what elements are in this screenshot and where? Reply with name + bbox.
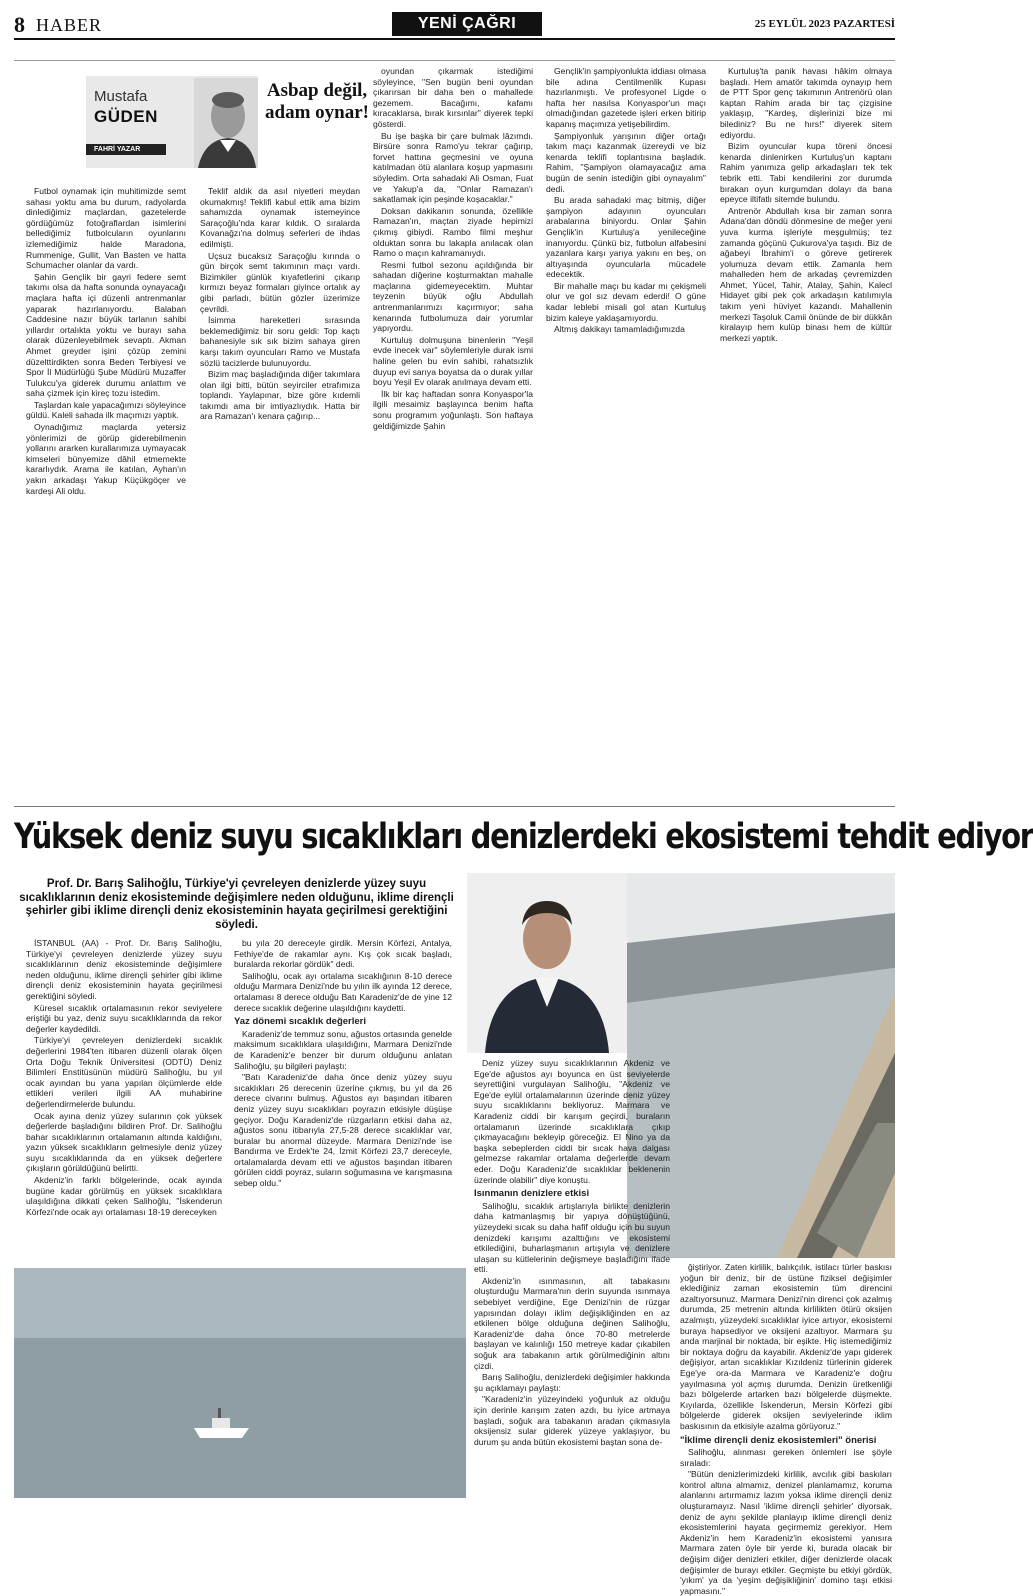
- column-text-3: [373, 66, 533, 798]
- paragraph: Resmi futbol sezonu açıldığında bir sahadan diğerine koşturmaktan mahalle maçlarına gidemeyecektim. Muhtar teyzenin büyük oğlu Abdullah antrenmanlarımızı kaçırmıyor; saha kenarında futbolumuza dair yorumlar yapıyordu.: [373, 259, 533, 334]
- paragraph: Salihoğlu, sıcaklık artışlarıyla birlikte denizlerin daha katmanlaşmış bir yapıya dönüştüğünü, yüzeydeki sıcak su daha hafif olduğu için bu suyun denizdeki karışımı azalttığını ve ekosistemi etkilediğini, buharlaşmanın artışıyla ve denizlere ulaşan su kütlelerinin değişmeye başladığını ifade etti.: [474, 1200, 670, 1275]
- paragraph: Türkiye'yi çevreleyen denizlerdeki sıcaklık değerlerini 1984'ten itibaren düzenli olarak ölçen Orta Doğu Teknik Üniversitesi (ODTÜ) Deniz Bilimleri Enstitüsünün müdürü Salihoğlu, bu yıl ocak ayından bu yana yapılan ölçümlerde elde ettikleri verileri ilgili AA muhabirine değerlendirmelerde bulundu.: [26, 1035, 222, 1109]
- paragraph: Bu arada sahadaki maç bitmiş, diğer şampiyon adayının oyuncuları arabalarına biniyordu. Onlar Şahin Gençlik'in Kurtuluş'a yenileceğine inanıyordu. Çünkü biz, futbolun alfabesini yazanlara karşı yarıya yakını en beş, on altıyaşında oyuncularla mücadele edecektik.: [546, 195, 706, 280]
- author-box: [86, 76, 258, 168]
- author-tag: FAHRİ YAZAR: [86, 144, 166, 155]
- paragraph: Doksan dakikanın sonunda, özellikle Ramazan'ın, maçtan ziyade hepimizi çıkmış gibiydi. Rambo filmi meşhur olduktan sonra bu lakapla anılacak olan Ramo o maçın kahramanıydı.: [373, 205, 533, 259]
- paragraph: Kurtuluş'ta panik havası hâkim olmaya başladı. Hem amatör takımda oynayıp hem de PTT Spor genç takımının Antrenörü olan kaptan Rahim arada bir taç çizgisine yaklaşıp, "Kardeş, dişlerinizi bize mi bilediniz? Bu ne hırs!" diyerek sitem ediyordu.: [720, 66, 892, 140]
- newspaper-logo: YENİ ÇAĞRI: [392, 12, 542, 36]
- author-photo: [194, 78, 258, 168]
- issue-date: 25 EYLÜL 2023 PAZARTESİ: [754, 18, 895, 30]
- paragraph: Bir mahalle maçı bu kadar mı çekişmeli olur ve gol sız devam ederdi! O güne kadar leblebi misali gol atan Kurtuluş bizim kaleye yaklaşamıyordu.: [546, 280, 706, 323]
- article-col-2: [234, 938, 452, 1264]
- subheading: "İklime dirençli deniz ekosistemleri" önerisi: [680, 1434, 877, 1446]
- section-rule: [14, 806, 895, 807]
- article-col-1: [26, 938, 222, 1264]
- paragraph: Ocak ayına deniz yüzey sularının çok yüksek değerlerde başladığını bildiren Prof. Dr. Salihoğlu bahar sıcaklıklarının ortalamanın altında kaldığını, yazın yüksek sıcaklıkların gelmesiyle deniz yüzey suyu sıcaklıklarında da en yüksek değerlere çıkışların görüldüğünü belirtti.: [26, 1110, 222, 1174]
- paragraph: "Karadeniz'in yüzeyindeki yoğunluk az olduğu için derinle karışım zaten azdı, bu iyice artmaya başladı, soğuk ara tabakanın aradan çıkmasıyla oksijensiz sular giderek yüzeye yaklaşıyor, bu durum şu anda bütün ekosistemi baştan sona de-: [474, 1394, 670, 1447]
- paragraph: Karadeniz'de temmuz sonu, ağustos ortasında genelde maksimum sıcaklıklara ulaşıldığını, Marmara Denizi'nde de Karadeniz'e benzer bir durum olduğunu anlatan Salihoğlu, şu bilgileri paylaştı:: [234, 1028, 452, 1071]
- professor-photo: [467, 873, 627, 1053]
- paragraph: Barış Salihoğlu, denizlerdeki değişimler hakkında şu açıklamayı paylaştı:: [474, 1372, 670, 1393]
- paragraph: Kurtuluş dolmuşuna binenlerin "Yeşil evde inecek var" söylemleriyle durak ismi haline gelen bu evin sahibi, rahatsızlık duyup evi sarıya boyatsa da o durak yıllar boyu Yeşil Ev olarak anılmaya devam etti.: [373, 334, 533, 388]
- paragraph: Bu işe başka bir çare bulmak lâzımdı. Birsüre sonra Ramo'yu tekrar çağırıp, forvet hattına geçmesini ve oyuna katılmadan ötü alanlara koşup yapmasını söyledim. Orta sahadaki Ali Osman, Fuat ve Yakup'a da, "Onlar Ramazan'ı sakatlamak için peşinde koşacaklar.": [373, 130, 533, 205]
- paragraph: Gençlik'in şampiyonlukta iddiası olmasa bile adına Centilmenlik Kupası hazırlanmıştı. Ve profesyonel Ligde o hafta her nasılsa Konyaspor'un maçı olmadığından gazetede işleri erken bitirip kapanış maçımıza yetişebilirdim.: [546, 66, 706, 129]
- paragraph: İSTANBUL (AA) - Prof. Dr. Barış Salihoğlu, Türkiye'yi çevreleyen denizlerde yüzey suyu sıcaklıklarının deniz ekosisteminde değişimlere neden olduğunu, iklime dirençli şehirler gibi iklime dirençli deniz ekosisteminin hayata geçirilmesi gerektiğini söyledi.: [26, 938, 222, 1001]
- paragraph: Akdeniz'in farklı bölgelerinde, ocak ayında bugüne kadar görülmüş en yüksek sıcaklıklara ulaşıldığına dikkati çeken Salihoğlu, "İskenderun Körfezi'nde ocak ayı ortalaması 18-19 dereceyken: [26, 1175, 222, 1217]
- paragraph: Bizim oyuncular kupa töreni öncesi kenarda dinlenirken Kurtuluş'un kaptanı Rahim yanımıza gelip arkadaşları tek tek tebrik etti. Tabi kendilerini zor durumda bırakan oyun kurgumdan dolayı da bana epeyce iltifatlı sitemde bulundu.: [720, 141, 892, 205]
- author-first-name: Mustafa: [94, 88, 148, 105]
- paragraph: Bizim maç başladığında diğer takımlara olan ilgi bitti, bütün seyirciler etrafımıza toplandı. Yaylapınar, bize göre kıdemli takımdı ama bir imtiyazlıydık. Hatta bir ara Ramazan'ı kenara çağırıp...: [200, 369, 360, 422]
- paragraph: Futbol oynamak için muhitimizde semt sahası yoktu ama bu durum, radyolarda dinlediğimiz maçlardan, gazetelerde gördüğümüz fotoğraflardan isimlerini bellediğimiz futbolcuların oyunlarını izlemediğimiz halde Maradona, Rummenige, Gullit, Van Basten ve hatta Schumacher olanlar da vardı.: [26, 186, 186, 271]
- masthead: [14, 10, 895, 40]
- paragraph: bu yıla 20 dereceyle girdik. Mersin Körfezi, Antalya, Fethiye'de de rakamlar aynı. Kış çok sıcak başladı, buralarda rekorlar gördük" dedi.: [234, 938, 452, 970]
- paragraph: Deniz yüzey suyu sıcaklıklarının Akdeniz ve Ege'de ağustos ayı boyunca en üst seviyelerde seyrettiğini vurgulayan Salihoğlu, "Akdeniz ve Ege'de eylül ortalamalarının üzerinde deniz yüzey suyu sıcaklıklarını bekliyoruz. Marmara ve Karadeniz ciddi bir karışım geçirdi, buraların ortalamanın üzerinde sıcaklıklara çıkıp çıkmayacağını bekleyip göreceğiz. El Nino ya da başka sebeplerden ciddi bir sıcak hava dalgası gelmezse rakamlar ortalama değerlerde devam eder. Doğu Karadeniz'de sıcaklıklar beklenenin üzerinde olabilir" diye konuştu.: [474, 1058, 670, 1185]
- paragraph: İlk bir kaç haftadan sonra Konyaspor'la ilgili mesaimiz başlayınca benim hafta sonu programım yoğunlaştı. Son haftaya geldiğimizde Şahin: [373, 388, 533, 431]
- paragraph: oyundan çıkarmak istediğimi söyleyince, "Sen bugün beni oyundan çıkarırsan bir daha ben o mahallede gezemem. Bacağımı, kafamı kıracaklarsa, bırak kırsınlar" diyerek tepki gösterdi.: [373, 66, 533, 129]
- section-title: HABER: [36, 15, 103, 35]
- page-number: 8: [14, 12, 25, 37]
- paragraph: Oynadığımız maçlarda yetersiz yönlerimizi de görüp giderebilmenin yollarını ararken kurallarımıza uymayacak kimseleri bünyemize dâhil etmemekte kararlıydık. Arama ile katılan, Ayhan'ın yakın arkadaşı Yakup Küçükgöçer ve kardeşi Ali oldu.: [26, 422, 186, 496]
- paragraph: Salihoğlu, alınması gereken önlemleri ise şöyle sıraladı:: [680, 1447, 892, 1468]
- column-text-2: [200, 186, 360, 798]
- paragraph: "Batı Karadeniz'de daha önce deniz yüzey suyu sıcaklıkları 26 derecenin üzerine çıkmış, bu yıl da 26 derece civarını bulmuş. Ağustos ayı başından itibaren deniz yüzey suyu sıcaklıkları poyrazın etkisiyle düşüşe geçiyor. Doğu Karadeniz'de rüzgarların etkisi daha az, ağustos sonu itibarıyla 27,5-28 derece sıcaklıklar var, buralar bu anormal düzeyde. Marmara Denizi'nde ise Bandırma ve Erdek'te 24, İzmit Körfezi 23,7 dereceyle, ortalamalarda devam etti ve ağustos başından itibaren görülen ciddi poyraz, suların soğumasına ve karışmasına sebep oldu.": [234, 1072, 452, 1189]
- paragraph: Salihoğlu, ocak ayı ortalama sıcaklığının 8-10 derece olduğu Marmara Denizi'nde bu yılın ilk ayında 12 derece, ortalaması 8 derece olduğu Batı Karadeniz'de de yine 12 derece sıcaklık değerine ulaşıldığını kaydetti.: [234, 970, 452, 1013]
- article-col-3: [474, 1058, 670, 1498]
- paragraph: İsimma hareketleri sırasında beklemediğimiz bir soru geldi: Top kaçtı bahanesiyle sık sık bizim sahaya giren karşı takım oyuncuları Ramo ve Mustafa sözlü tacizlerde bulunuyordu.: [200, 315, 360, 368]
- paragraph: Şampiyonluk yarışının diğer ortağı takım maçı kazanmak üzereydi ve biz kenarda teklifi toplantısına başladık. Rahim, "Şampiyon olamayacağız ama bugün de senin istediğin gibi oynayalım" dedi.: [546, 130, 706, 194]
- paragraph: Şahin Gençlik bir gayri federe semt takımı olsa da hafta sonunda oynayacağı maçlara hafta içi düzenli antrenmanlar yaparak hazırlanıyordu. Balaban Caddesine nazır büyük tarlanın sahibi yıllardır ortalıkta yoktu ve burayı saha olarak düzenleyebilmek sevaptı. Akman Ahmet greyder işini çözüp zemini düzelttirdikten sonra Beden Terbiyesi ve Spor İl Müdürlüğü Şube Müdürü Muzaffer Tulukcu'ya giderek durumu anlattım ve saha çizmek için kireç tozu istedim.: [26, 271, 186, 399]
- column-headline: Asbap değil, adam oynar!: [265, 80, 369, 123]
- article-deck: Prof. Dr. Barış Salihoğlu, Türkiye'yi çevreleyen denizlerde yüzey suyu sıcaklıklarının deniz ekosisteminde değişimlere neden olduğunu, iklime dirençli şehirler gibi iklime dirençli deniz ekosisteminin hayata geçirilmesi gerektiğini söyledi.: [19, 878, 454, 931]
- paragraph: Taşlardan kale yapacağımızı söyleyince güldü. Kaleli sahada ilk maçımızı yaptık.: [26, 399, 186, 421]
- subheading: Isınmanın denizlere etkisi: [474, 1188, 590, 1200]
- column-text-1: [26, 186, 186, 798]
- paragraph: "Bütün denizlerimizdeki kirlilik, avcılık gibi baskıları kontrol altına almamız, denizel planlamamız, koruma alanlarını artırmamız lazım yoksa iklime dirençli deniz oluşturamayız. Nasıl 'iklime dirençli şehirler' diyorsak, deniz de aynı şekilde planlayıp iklime dirençli deniz ekosistemlerini hayata geçirmemiz gerekiyor. Hem Akdeniz'in hem Karadeniz'in ekosistemi yanısıra Marmara zaten öyle bir yerde ki, burada olacak bir değişim diğer denizleri etkiler, diğer denizlerde olacak değişimler de burayı etkiler. Geçmişte bu etkiyi gördük, 'yıkım' ya da 'yeşim değişikliğinin' domino taşı etkisi yapmasını.": [680, 1469, 892, 1596]
- paragraph: Antrenör Abdullah kısa bir zaman sonra Adana'dan döndü dönmesine de meğer yeni yuva kurma işleriyle meşgulmüş; tez zamanda göçünü Çukurova'ya taşıdı. Biz de ağabeyi İbrahim'i o göreve getirerek yolumuza devam ettik. Zamanla hem mahalleden hem de arkadaş çevremizden Ahmet, Yücel, Tahir, Atalay, Şahin, Kalecl Hidayet gibi pek çok arkadaşın katılımıyla takım yeni hüviyet kazandı. Mahallenin merkezi Taşoluk Camii önünde de bir dükkân kiralayıp hem kulüp binası hem de kültür merkezi yaptık.: [720, 205, 892, 343]
- column-text-5: [720, 66, 892, 798]
- paragraph: ğiştiriyor. Zaten kirlilik, balıkçılık, istilacı türler baskısı yoğun bir deniz, bir de üstüne fiziksel değişimler eklediğiniz zaman ekosistemin tüm direncini azaltıyorsunuz. Marmara Denizi'nin direnci çok azalmış durumda, 25 metrenin altında kirlilikten ötürü oksijen azalmıştı, yüzeydeki sıcaklıklar iyice artıyor, ekosistemi buraya hapsediyor ve oksijeni azaltıyor. Marmara şu anda marjinal bir noktada, bir eşikte. Hiç istemediğimiz bir noktaya doğru da kayabilir. Akdeniz'de yapı giderek değişiyor, artan sıcaklıklar Kızıldeniz türlerinin giderek Ege'ye ora-da Marmara ve Karadeniz'e doğru yayılmasına yol açmış durumda. Denizin üretkenliği bazı bölgelerde artarken bazı bölgelerde düşmekte. Kıyılarda, özellikle İskenderun, Mersin Körfezi gibi bölgelerde giderek oksijen seviyelerinde iklim baskısının da etkisiyle azalma görüyoruz.": [680, 1262, 892, 1431]
- article-headline: Yüksek deniz suyu sıcaklıkları denizlerdeki ekosistemi tehdit ediyor: [14, 817, 1033, 857]
- paragraph: Küresel sıcaklık ortalamasının rekor seviyelere eriştiği bu yaz, deniz suyu sıcaklıklarında da rekor değerler kaydedildi.: [26, 1002, 222, 1034]
- author-last-name: GÜDEN: [94, 107, 158, 126]
- paragraph: Teklif aldık da asıl niyetleri meydan okumakmış! Teklifi kabul ettik ama bizim sahamızda oynamak istemeyince Saraçoğlu'nda karar kıldık. O sıralarda Kovanağzı'na dolmuş seferleri de ihdas edilmişti.: [200, 186, 360, 249]
- sea-photo: [14, 1268, 466, 1498]
- paragraph: Altmış dakikayı tamamladığımızda: [554, 324, 685, 335]
- column-text-4: [546, 66, 706, 798]
- paragraph: Akdeniz'in ısınmasının, alt tabakasını oluşturduğu Marmara'nın derin suyunda ısınmaya sebebiyet verdiğine, Ege Denizi'nin de rüzgar yapısından dolayı iklim değişikliğinden en az etkilenen bölge olduğuna değinen Salihoğlu, Karadeniz'de daha önce 70-80 metrelerde başlayan ve kalınlığı 150 metreye kadar çıkabilen soğuk ara tabakanın artık görülmediğinin altını çizdi.: [474, 1275, 670, 1371]
- subheading: Yaz dönemi sıcaklık değerleri: [234, 1016, 367, 1028]
- top-rule: [14, 60, 895, 61]
- article-col-4: [680, 1262, 892, 1596]
- paragraph: Uçsuz bucaksız Saraçoğlu kırında o gün birçok semt takımının maçı vardı. Bizimkiler günlük kıyafetlerini çıkarıp kırmızı beyaz formaları giyince ortalık ay gibi parladı, bütün gözler üzerimize çevrildi.: [200, 250, 360, 314]
